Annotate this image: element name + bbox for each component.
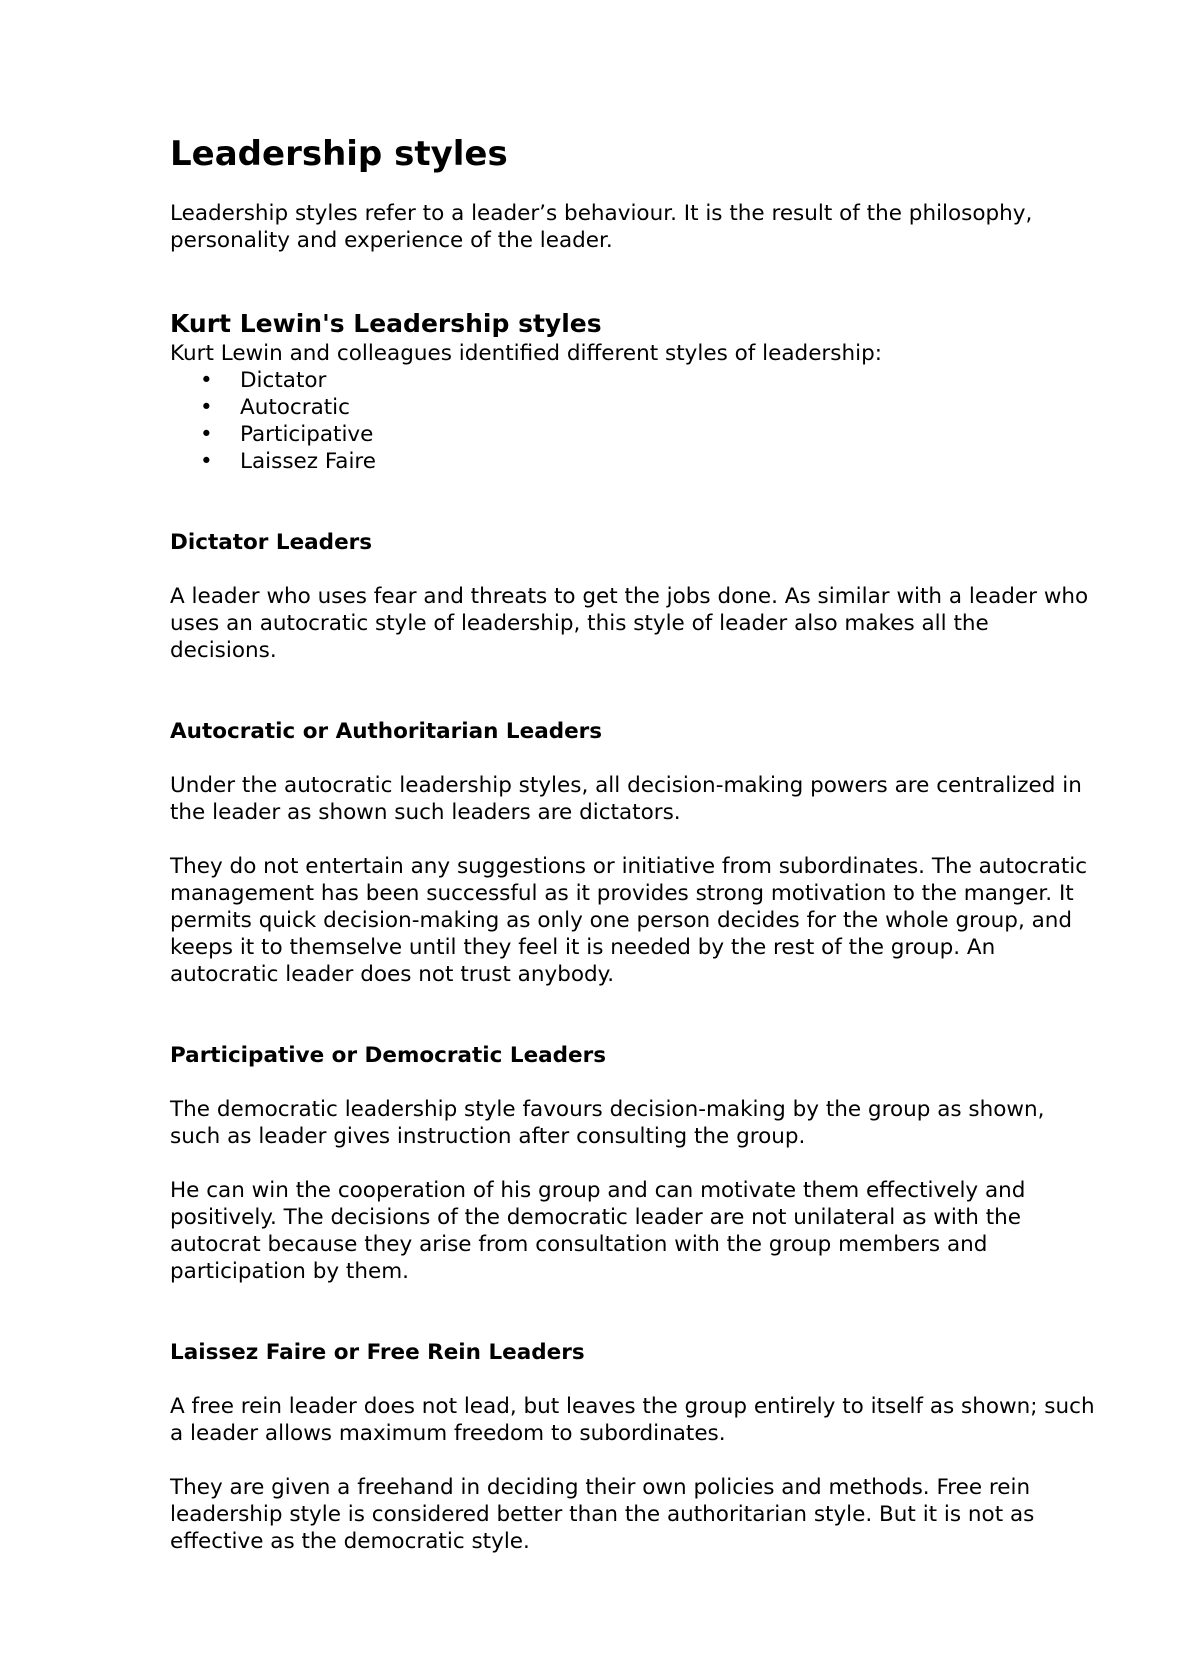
- laissez-paragraph-2: They are given a freehand in deciding their own policies and methods. Free rein leadership style is considered better than the authoritarian style. But it is not as effective as the democratic style.: [170, 1474, 1035, 1554]
- spacer: [170, 1366, 1100, 1393]
- document-page: [170, 134, 1100, 1555]
- spacer: [170, 1069, 1100, 1096]
- document-title: Leadership styles: [170, 134, 508, 174]
- laissez-paragraph-1: A free rein leader does not lead, but leaves the group entirely to itself as shown; such a leader allows maximum freedom to subordinates.: [170, 1393, 1095, 1446]
- spacer: [170, 745, 1100, 772]
- styles-list: [170, 367, 1100, 475]
- spacer: [170, 1285, 1100, 1339]
- participative-paragraph-2: He can win the cooperation of his group and can motivate them effectively and positively. The decisions of the democratic leader are not unilateral as with the autocrat because they arise from consultation with the group members and participation by them.: [170, 1177, 1026, 1284]
- participative-paragraph-1: The democratic leadership style favours decision-making by the group as shown, such as leader gives instruction after consulting the group.: [170, 1096, 1045, 1149]
- spacer: [170, 826, 1100, 853]
- list-item: • Laissez Faire: [200, 448, 1100, 475]
- spacer: [170, 664, 1100, 718]
- lewin-heading: Kurt Lewin's Leadership styles: [170, 308, 602, 338]
- spacer: [170, 556, 1100, 583]
- spacer: [170, 1447, 1100, 1474]
- list-item: • Participative: [200, 421, 1100, 448]
- laissez-heading: Laissez Faire or Free Rein Leaders: [170, 1339, 585, 1365]
- lewin-lead: Kurt Lewin and colleagues identified different styles of leadership:: [170, 340, 882, 366]
- spacer: [170, 254, 1100, 308]
- participative-heading: Participative or Democratic Leaders: [170, 1042, 607, 1068]
- intro-paragraph: Leadership styles refer to a leader’s behaviour. It is the result of the philosophy, personality and experience of the leader.: [170, 200, 1033, 253]
- autocratic-paragraph-1: Under the autocratic leadership styles, all decision-making powers are centralized in the leader as shown such leaders are dictators.: [170, 772, 1082, 825]
- dictator-heading: Dictator Leaders: [170, 529, 373, 555]
- autocratic-heading: Autocratic or Authoritarian Leaders: [170, 718, 603, 744]
- list-item: • Dictator: [200, 367, 1100, 394]
- list-item: • Autocratic: [200, 394, 1100, 421]
- dictator-paragraph: A leader who uses fear and threats to get the jobs done. As similar with a leader who uses an autocratic style of leadership, this style of leader also makes all the decisions.: [170, 583, 1089, 663]
- autocratic-paragraph-2: They do not entertain any suggestions or initiative from subordinates. The autocratic management has been successful as it provides strong motivation to the manger. It permits quick decision-making as only one person decides for the whole group, and keeps it to themselve until they feel it is needed by the rest of the group. An autocratic leader does not trust anybody.: [170, 853, 1088, 987]
- spacer: [170, 988, 1100, 1042]
- spacer: [170, 475, 1100, 529]
- spacer: [170, 1150, 1100, 1177]
